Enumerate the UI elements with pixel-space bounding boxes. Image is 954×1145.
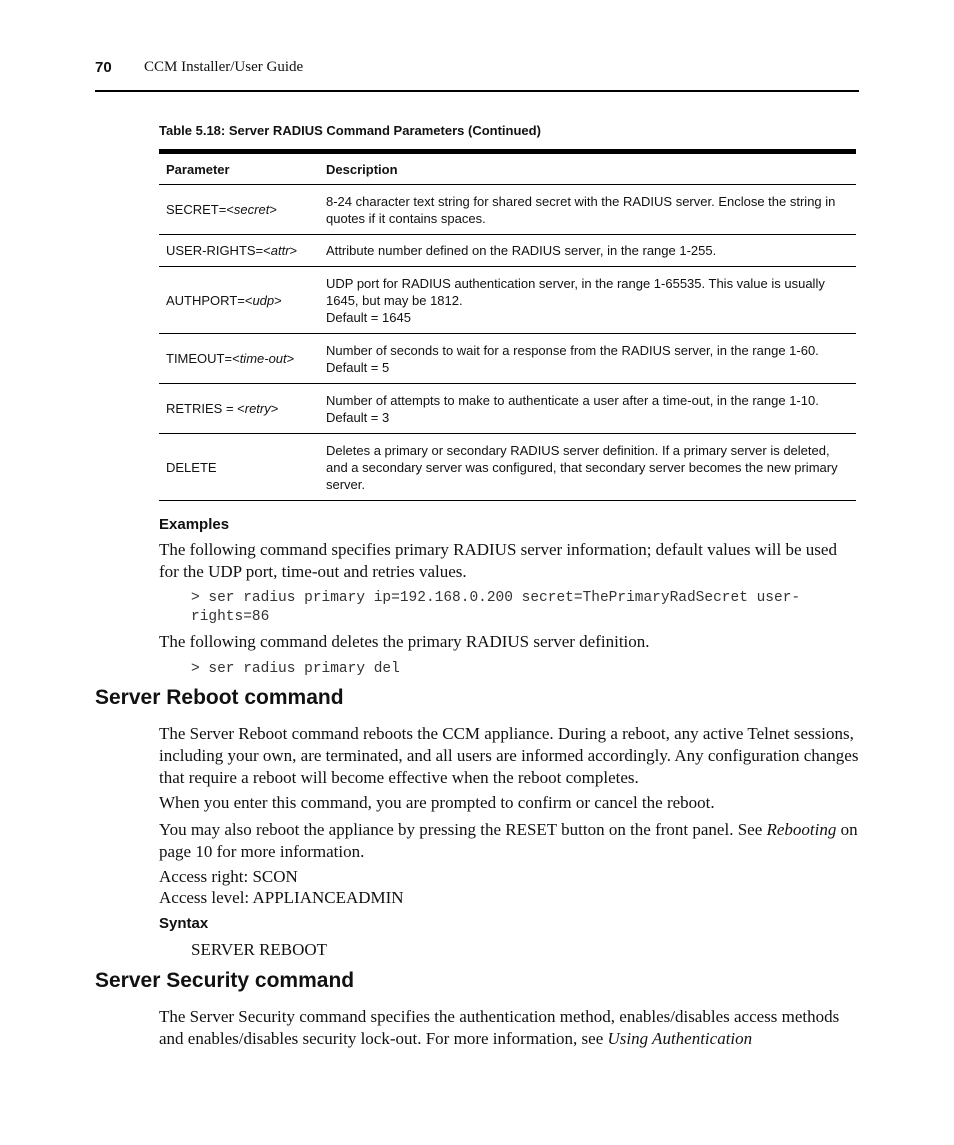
param-suffix: > xyxy=(286,351,295,366)
syntax-heading: Syntax xyxy=(159,915,209,932)
column-header-parameter: Parameter xyxy=(166,162,230,177)
table-row xyxy=(159,434,856,501)
table-header-row xyxy=(159,152,856,185)
param-suffix: > xyxy=(274,292,282,308)
parameter-cell xyxy=(159,185,319,235)
reboot-paragraph-2: When you enter this command, you are prompted to confirm or cancel the reboot. xyxy=(159,793,715,812)
param-variable: attr xyxy=(270,243,290,258)
param-name: TIMEOUT=< xyxy=(166,351,240,366)
code-example-2: > ser radius primary del xyxy=(191,661,400,677)
code-example-1 xyxy=(191,589,800,627)
syntax-text: SERVER REBOOT xyxy=(191,940,328,959)
access-right: Access right: SCON xyxy=(159,867,298,886)
table-row xyxy=(159,267,856,334)
guide-title: CCM Installer/User Guide xyxy=(144,59,304,75)
parameter-cell xyxy=(159,434,319,501)
description-cell: UDP port for RADIUS authentication server, in the range 1-65535. This value is usually 1645, but may be 1812. Default = 1645 xyxy=(326,275,825,325)
description-cell: Number of seconds to wait for a response from the RADIUS server, in the range 1-60. Default = 5 xyxy=(326,342,819,375)
text-run: You may also reboot the appliance by pressing the RESET button on the front panel. See xyxy=(159,820,767,839)
code-line: > ser radius primary ip=192.168.0.200 secret=ThePrimaryRadSecret user- xyxy=(191,590,801,606)
examples-paragraph-1: The following command specifies primary RADIUS server information; default values will be used for the UDP port, time-out and retries values. xyxy=(159,540,837,581)
column-header-description: Description xyxy=(326,162,398,177)
param-variable: time-out xyxy=(239,351,287,366)
param-name: USER-RIGHTS=< xyxy=(166,243,271,258)
page-number: 70 xyxy=(95,59,112,76)
description-cell: 8-24 character text string for shared secret with the RADIUS server. Enclose the string in quotes if it contains spaces. xyxy=(326,193,836,226)
table-row xyxy=(159,235,856,267)
section-heading-server-security: Server Security command xyxy=(95,969,355,992)
cross-reference-link[interactable]: Using Authentication xyxy=(607,1029,753,1048)
reboot-paragraph-3 xyxy=(159,819,859,863)
param-name: RETRIES = < xyxy=(166,401,245,416)
reboot-paragraph-1: The Server Reboot command reboots the CCM appliance. During a reboot, any active Telnet sessions, including your own, are terminated, and all users are informed accordingly. Any configuration changes that require a reboot will become effective when the reboot completes. xyxy=(159,724,859,787)
parameter-cell xyxy=(159,384,319,434)
parameter-cell xyxy=(159,334,319,384)
param-suffix: > xyxy=(269,202,277,217)
parameters-table xyxy=(159,149,856,501)
code-line: rights=86 xyxy=(191,609,270,625)
param-suffix: > xyxy=(270,401,279,416)
param-suffix: > xyxy=(289,243,298,258)
section-heading-server-reboot: Server Reboot command xyxy=(95,686,344,709)
parameter-cell xyxy=(159,235,319,267)
examples-paragraph-2: The following command deletes the primary RADIUS server definition. xyxy=(159,632,650,651)
param-name: AUTHPORT=< xyxy=(166,292,253,308)
param-variable: udp xyxy=(252,292,275,308)
table-caption: Table 5.18: Server RADIUS Command Parameters (Continued) xyxy=(159,123,541,138)
cross-reference-link[interactable]: Rebooting xyxy=(766,820,837,839)
examples-heading: Examples xyxy=(159,516,230,533)
table-row xyxy=(159,185,856,235)
description-cell: Deletes a primary or secondary RADIUS server definition. If a primary server is deleted, and a secondary server was configured, that secondary server becomes the new primary server. xyxy=(326,442,838,492)
param-variable: retry xyxy=(244,401,271,416)
access-level: Access level: APPLIANCEADMIN xyxy=(159,888,404,907)
param-name: SECRET=< xyxy=(166,202,234,217)
text-run: on page 10 for more information. xyxy=(159,820,858,861)
parameter-cell xyxy=(159,267,319,334)
text-run: The Server Security command specifies the authentication method, enables/disables access methods and enables/disables security lock-out. For more information, see xyxy=(159,1007,840,1048)
table-row xyxy=(159,384,856,434)
security-paragraph xyxy=(159,1006,859,1050)
description-cell: Number of attempts to make to authenticate a user after a time-out, in the range 1-10. Default = 3 xyxy=(326,392,819,425)
param-name: DELETE xyxy=(166,459,217,475)
description-cell: Attribute number defined on the RADIUS server, in the range 1-255. xyxy=(326,243,717,258)
param-variable: secret xyxy=(233,202,270,217)
table-row xyxy=(159,334,856,384)
page-header xyxy=(95,59,859,92)
